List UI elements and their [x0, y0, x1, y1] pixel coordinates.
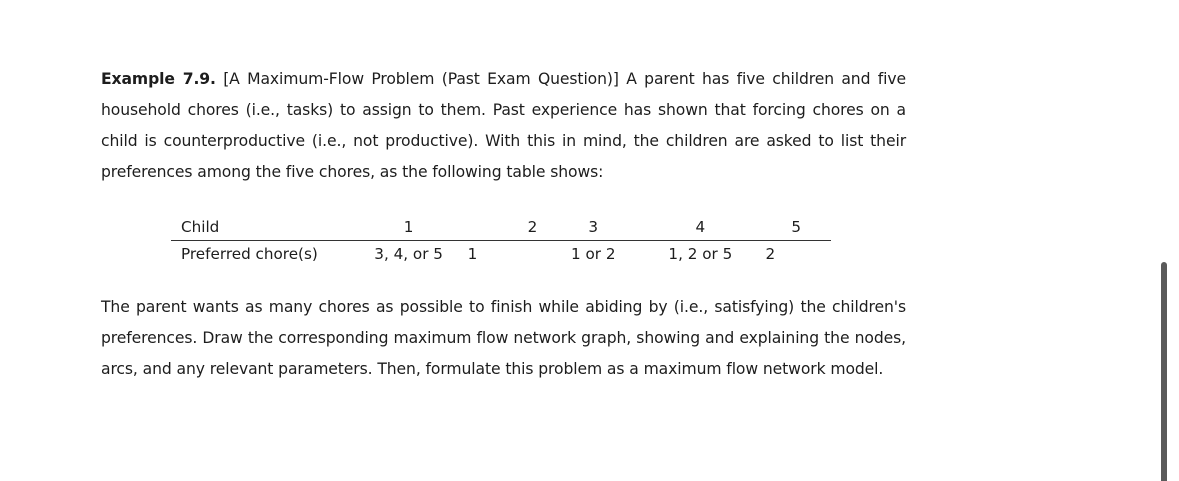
- header-child-5: 5: [755, 213, 831, 241]
- header-child-3: 3: [541, 213, 639, 241]
- pref-child-4: 1, 2 or 5: [668, 245, 733, 263]
- table-header-row: [171, 213, 831, 241]
- table-row: [171, 241, 831, 268]
- row-label: Preferred chore(s): [181, 245, 318, 263]
- example-paragraph: [101, 64, 906, 188]
- header-child: Child: [171, 213, 354, 241]
- header-child-2: 2: [458, 213, 542, 241]
- pref-child-3: 1 or 2: [570, 245, 616, 263]
- example-text: [A Maximum-Flow Problem (Past Exam Question)] A parent has five children and five household chores (i.e., tasks) to assign to them. Past experience has shown that forcing chores on a child is counterproductive (i.e., not productive). With this in mind, the children are asked to list their preferences among the five chores, as the following table shows:: [101, 70, 906, 181]
- header-child-4: 4: [639, 213, 755, 241]
- header-child-1: 1: [354, 213, 458, 241]
- scrollbar[interactable]: [1161, 262, 1167, 481]
- pref-child-2: 1: [467, 245, 478, 263]
- preferences-table: [171, 213, 831, 267]
- pref-child-1: 3, 4, or 5: [374, 245, 443, 263]
- pref-child-5: 2: [765, 245, 776, 263]
- closing-paragraph: The parent wants as many chores as possible to finish while abiding by (i.e., satisfying) the children's preferences. Draw the corresponding maximum flow network graph, showing and explaining the nodes, arcs, and any relevant parameters. Then, formulate this problem as a maximum flow network model.: [101, 298, 906, 378]
- example-label: Example 7.9.: [101, 70, 216, 88]
